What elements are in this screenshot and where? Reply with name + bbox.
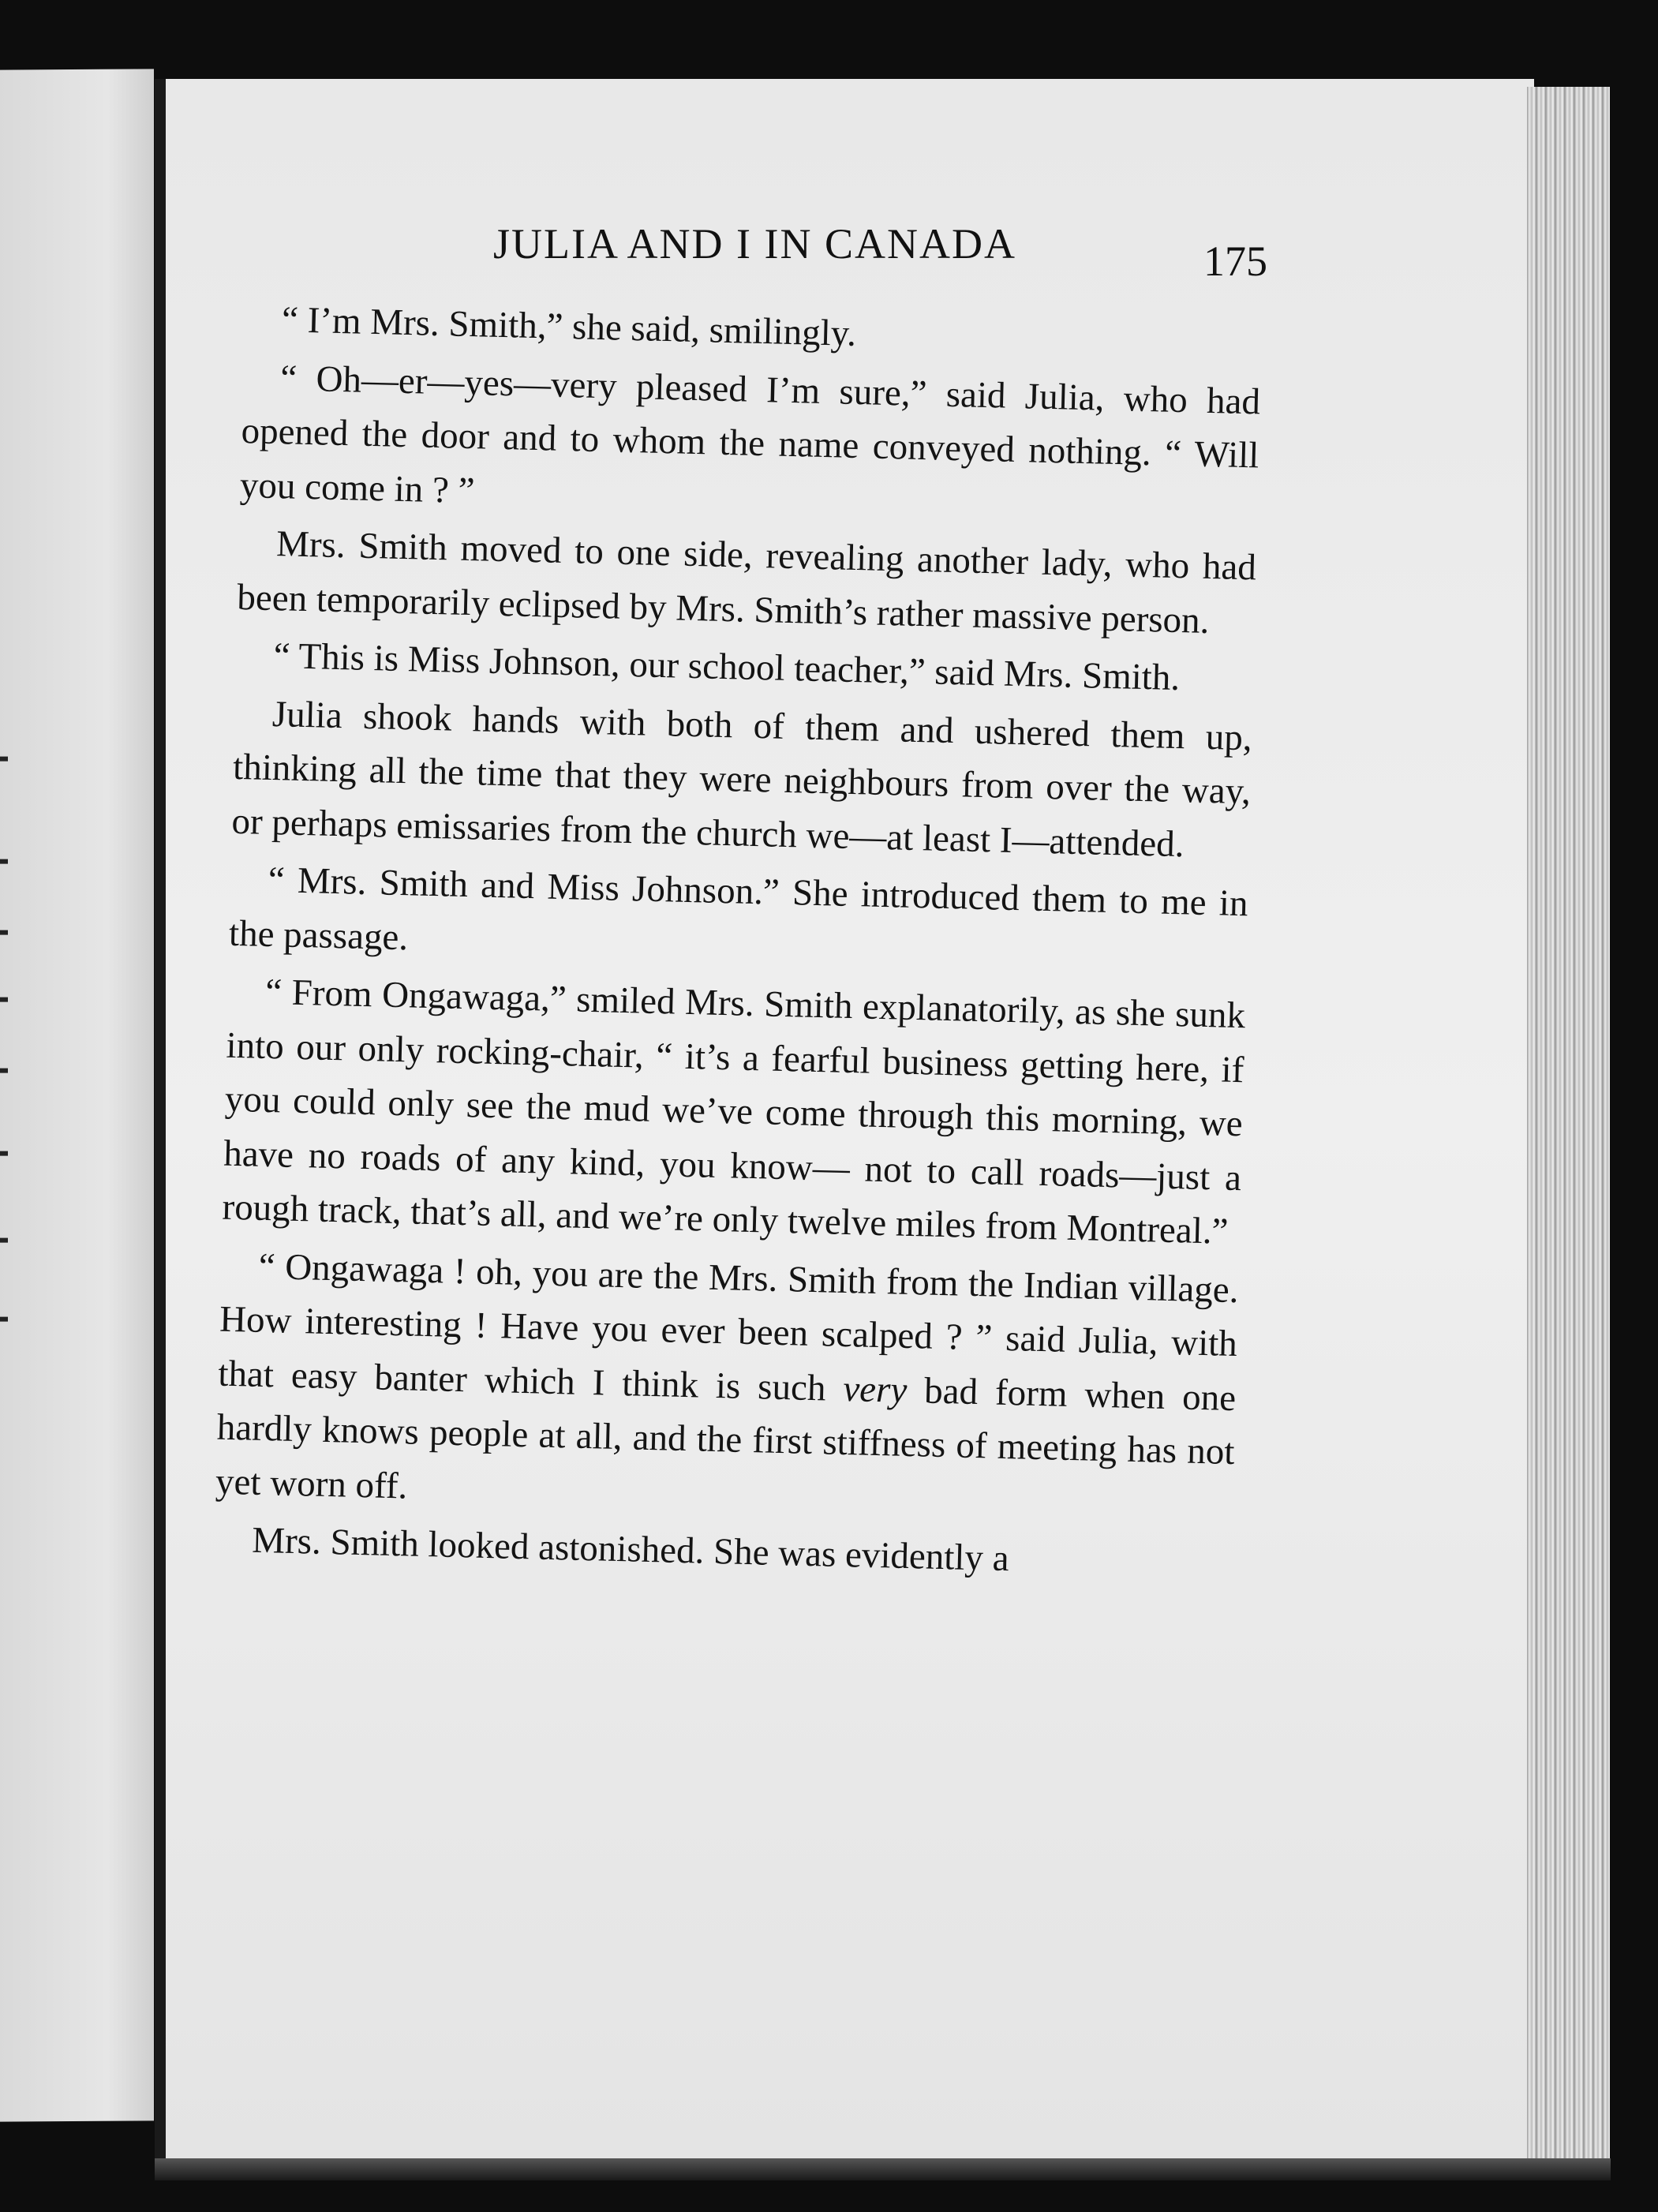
paragraph: Mrs. Smith moved to one side, revealing another lady, who had been temporarily eclipsed by Mrs. Smith’s rather massive person. (236, 523, 1257, 642)
page-bottom-shadow (155, 2158, 1611, 2180)
paragraph: Julia shook hands with both of them and ushered them up, thinking all the time that they were neighbours from over the way, or perhaps emissaries from the church we—at least I—attended. (230, 693, 1253, 865)
paragraph-text: bad form when one hardly knows people at all, and the first stiffness of meeting has not yet worn off. (215, 1369, 1237, 1506)
paragraph: Mrs. Smith looked astonished. She was evidently a (251, 1519, 1010, 1580)
page-number: 175 (1203, 238, 1267, 285)
paragraph: “ Mrs. Smith and Miss Johnson.” She introduced them to me in the passage. (228, 859, 1249, 958)
paragraph: “ I’m Mrs. Smith,” she said, smilingly. (281, 299, 857, 354)
left-page-edge (0, 69, 154, 2121)
body-text (213, 292, 1262, 1596)
emphasis-word: very (842, 1368, 908, 1411)
running-header: JULIA AND I IN CANADA (493, 220, 1016, 268)
page-stack-edge (1527, 87, 1610, 2170)
paragraph: “ From Ongawaga,” smiled Mrs. Smith explanatorily, as she sunk into our only rocking-chair, “ it’s a fearful business getting here, if you could only see the mud we’ve come through this morning, we have no roads of any kind, you know— not to call roads—just a rough track, that’s all, and we’re only twelve miles from Montreal.” (222, 971, 1246, 1252)
paragraph-text: “ Ongawaga ! oh, you are the Mrs. Smith from the Indian village. How interesting ! Have you ever been scalped ? ” said Julia, with that easy banter which I think is such (217, 1245, 1240, 1409)
paragraph: “ Oh—er—yes—very pleased I’m sure,” said Julia, who had opened the door and to whom the name conveyed nothing. “ Will you come in ? ” (239, 357, 1261, 511)
paragraph: “ This is Miss Johnson, our school teacher,” said Mrs. Smith. (273, 635, 1181, 699)
paragraph (215, 1238, 1239, 1533)
